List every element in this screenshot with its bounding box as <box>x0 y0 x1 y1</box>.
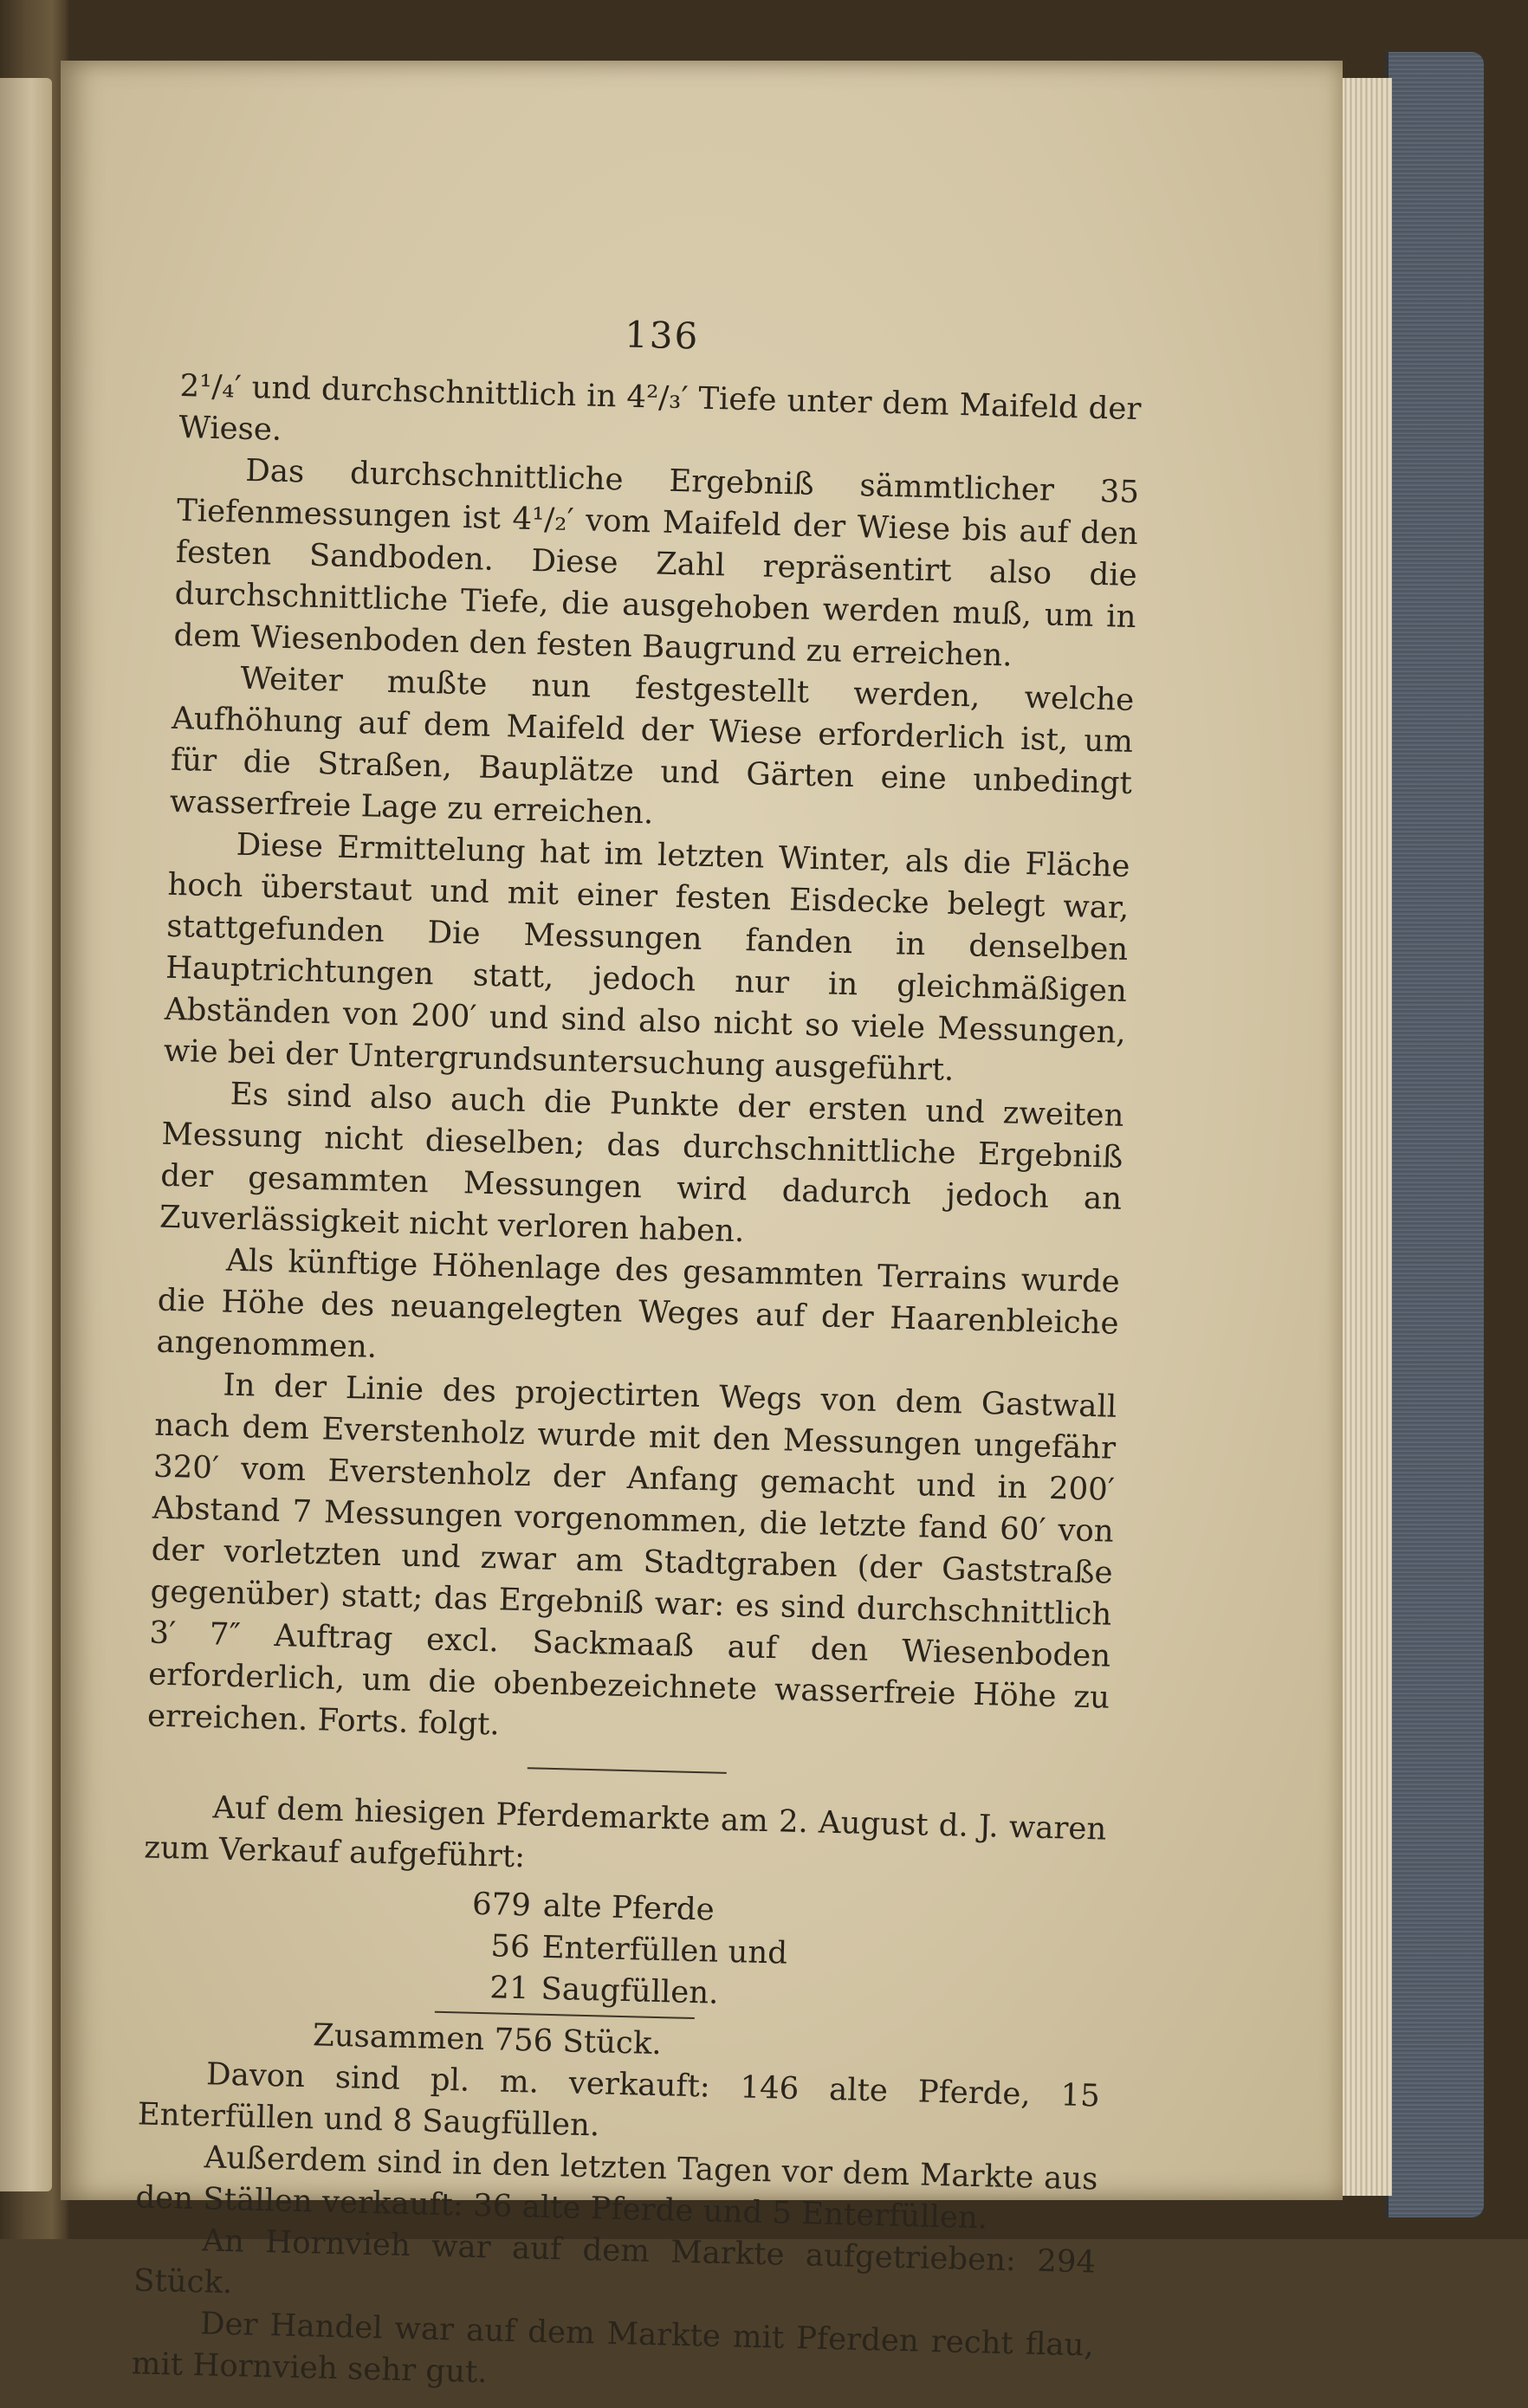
paragraph: An Hornvieh war auf dem Markte aufgetrieben: 294 Stück. <box>133 2223 1097 2301</box>
paragraph: 2¹/₄′ und durchschnittlich in 4²/₃′ Tiefe unter dem Maifeld der Wiese. <box>178 367 1142 448</box>
item-count: 21 <box>489 1970 530 2007</box>
item-count: 679 <box>471 1886 532 1924</box>
market-total: Zusammen 756 Stück. <box>312 2017 663 2062</box>
paragraph: Als künftige Höhenlage des gesammten Terrains wurde die Höhe des neuangelegten Weges auf der Haarenbleiche angenommen. <box>156 1242 1121 1365</box>
item-label: alte Pferde <box>542 1887 715 1928</box>
horse-count-list <box>461 1883 1104 2023</box>
left-page-edge <box>0 78 52 2191</box>
item-count: 56 <box>490 1928 531 1965</box>
paragraph: Davon sind pl. m. verkauft: 146 alte Pferde, 15 Enterfüllen und 8 Saugfüllen. <box>137 2056 1101 2144</box>
page-text <box>131 303 1143 2408</box>
paragraph: In der Linie des projectirten Wegs von dem Gastwall nach dem Everstenholz wurde mit den Messungen ungefähr 320′ vom Everstenholz der Anfang gemacht und in 200′ Abstand 7 Messungen vorgenommen, die letzte fand 60′ von der vorletzten und zwar am Stadtgraben (der Gaststraße gegenüber) statt; das Ergebniß war: es sind durchschnittlich 3′ 7″ Auftrag excl. Sackmaaß auf den Wiesenboden erforderlich, um die obenbezeichnete wasserfreie Höhe zu erreichen. Forts. folgt. <box>146 1367 1117 1743</box>
paragraph: Weiter mußte nun festgestellt werden, welche Aufhöhung auf dem Maifeld der Wiese erforderlich ist, um für die Straßen, Bauplätze und Gärten eine unbedingt wasserfreie Lage zu erreichen. <box>169 660 1135 832</box>
paragraph: Außerdem sind in den letzten Tagen vor dem Markte aus den Ställen verkauft: 36 alte Pferde und 5 Enterfüllen. <box>135 2139 1098 2236</box>
item-label: Saugfüllen. <box>541 1971 719 2011</box>
paragraph: Das durchschnittliche Ergebniß sämmtlicher 35 Tiefenmessungen ist 4¹/₂′ vom Maifeld der Wiese bis auf den festen Sandboden. Diese Zahl repräsentirt also die durchschnittliche Tiefe, die ausgehoben werden muß, um in dem Wiesenboden den festen Baugrund zu erreichen. <box>173 452 1140 674</box>
page-number: 136 <box>624 313 700 358</box>
book-cover-edge <box>1386 52 1484 2217</box>
item-label: Enterfüllen und <box>541 1929 788 1971</box>
paragraph: Der Handel war auf dem Markte mit Pferden recht flau, mit Hornvieh sehr gut. <box>131 2306 1095 2391</box>
paragraph: Es sind also auch die Punkte der ersten und zweiten Messung nicht dieselben; das durchschnittliche Ergebniß der gesammten Messungen wird dadurch jedoch an Zuverlässigkeit nicht verloren haben. <box>159 1076 1124 1250</box>
market-intro: Auf dem hiesigen Pferdemarkte am 2. August d. J. waren zum Verkauf aufgeführt: <box>143 1790 1107 1875</box>
section-divider <box>528 1767 727 1774</box>
paragraph: Diese Ermittelung hat im letzten Winter, als die Fläche hoch überstaut und mit einer festen Eisdecke belegt war, stattgefunden Die Messungen fanden in denselben Hauptrichtungen statt, jedoch nur in gleichmäßigen Abständen von 200′ und sind also nicht so viele Messungen, wie bei der Untergrundsuntersuchung ausgeführt. <box>163 826 1130 1089</box>
